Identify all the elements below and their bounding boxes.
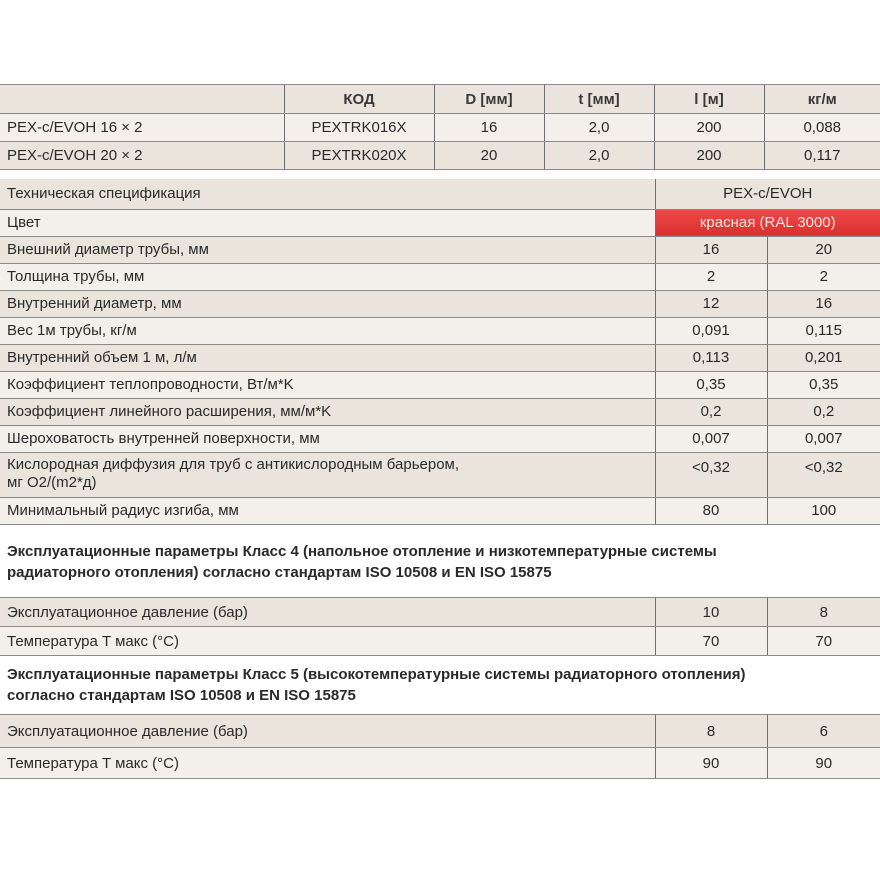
table-row <box>0 715 880 748</box>
spec-label: Толщина трубы, мм <box>0 263 655 290</box>
spec-value: 16 <box>655 236 767 263</box>
param-label: Эксплуатационное давление (бар) <box>0 598 655 627</box>
spec-label-multiline <box>0 452 655 497</box>
spec-title: Техническая спецификация <box>0 179 655 209</box>
header-cell <box>0 85 284 114</box>
table-row <box>0 344 880 371</box>
product-table <box>0 84 880 170</box>
param-value: 90 <box>655 748 767 779</box>
spec-value: 0,091 <box>655 317 767 344</box>
spec-value: 0,113 <box>655 344 767 371</box>
product-weight: 0,117 <box>764 142 880 170</box>
spec-value: 0,201 <box>767 344 880 371</box>
param-label: Температура T макс (°C) <box>0 748 655 779</box>
spec-label: Коэффициент теплопроводности, Вт/м*K <box>0 371 655 398</box>
color-badge: красная (RAL 3000) <box>655 209 880 236</box>
spec-value: 0,007 <box>655 425 767 452</box>
spec-label-line: Кислородная диффузия для труб с антикислородным барьером, <box>7 456 460 473</box>
param-label: Эксплуатационное давление (бар) <box>0 715 655 748</box>
table-row <box>0 748 880 779</box>
spec-label: Коэффициент линейного расширения, мм/м*K <box>0 398 655 425</box>
table-row <box>0 209 880 236</box>
spec-value: 2 <box>767 263 880 290</box>
heading-line: Эксплуатационные параметры Класс 5 (высокотемпературные системы радиаторного отопления) <box>7 666 746 683</box>
param-value: 70 <box>767 627 880 656</box>
table-row <box>0 263 880 290</box>
product-name: PEX-c/EVOH 16 × 2 <box>0 114 284 142</box>
product-code: PEXTRK020X <box>284 142 434 170</box>
product-weight: 0,088 <box>764 114 880 142</box>
param-value: 8 <box>655 715 767 748</box>
spec-label: Минимальный радиус изгиба, мм <box>0 497 655 524</box>
param-value: 90 <box>767 748 880 779</box>
spec-value: <0,32 <box>655 452 767 497</box>
spec-value: 16 <box>767 290 880 317</box>
table-row <box>0 142 880 170</box>
spec-value: 2 <box>655 263 767 290</box>
heading-line: согласно стандартам ISO 10508 и EN ISO 15875 <box>7 687 356 704</box>
param-label: Температура T макс (°C) <box>0 627 655 656</box>
product-diameter: 16 <box>434 114 544 142</box>
table-row <box>0 114 880 142</box>
spec-table <box>0 179 880 525</box>
table-row <box>0 598 880 627</box>
class4-heading <box>7 541 877 583</box>
header-cell: D [мм] <box>434 85 544 114</box>
header-cell: t [мм] <box>544 85 654 114</box>
spec-value: 20 <box>767 236 880 263</box>
spec-value: 80 <box>655 497 767 524</box>
table-row <box>0 425 880 452</box>
table-row <box>0 497 880 524</box>
class5-table <box>0 714 880 779</box>
product-length: 200 <box>654 114 764 142</box>
class4-table <box>0 597 880 656</box>
spec-label: Цвет <box>0 209 655 236</box>
table-row <box>0 627 880 656</box>
spec-value: 0,007 <box>767 425 880 452</box>
spec-value: <0,32 <box>767 452 880 497</box>
header-cell: КОД <box>284 85 434 114</box>
table-row <box>0 398 880 425</box>
spec-value: 100 <box>767 497 880 524</box>
spec-value: 0,2 <box>767 398 880 425</box>
spec-value: 0,35 <box>655 371 767 398</box>
table-row <box>0 317 880 344</box>
header-cell: l [м] <box>654 85 764 114</box>
param-value: 8 <box>767 598 880 627</box>
heading-line: Эксплуатационные параметры Класс 4 (напольное отопление и низкотемпературные системы <box>7 543 717 560</box>
table-row <box>0 290 880 317</box>
spec-label-line: мг O2/(m2*д) <box>7 474 97 491</box>
spec-value: 12 <box>655 290 767 317</box>
product-name: PEX-c/EVOH 20 × 2 <box>0 142 284 170</box>
product-thickness: 2,0 <box>544 142 654 170</box>
product-code: PEXTRK016X <box>284 114 434 142</box>
spec-label: Внешний диаметр трубы, мм <box>0 236 655 263</box>
table-row <box>0 452 880 497</box>
spec-value: 0,115 <box>767 317 880 344</box>
spec-header-row <box>0 179 880 209</box>
table-row <box>0 236 880 263</box>
product-diameter: 20 <box>434 142 544 170</box>
param-value: 10 <box>655 598 767 627</box>
header-cell: кг/м <box>764 85 880 114</box>
table-row <box>0 371 880 398</box>
class5-heading <box>7 664 877 706</box>
product-length: 200 <box>654 142 764 170</box>
spec-value: 0,35 <box>767 371 880 398</box>
param-value: 70 <box>655 627 767 656</box>
product-table-header <box>0 85 880 114</box>
param-value: 6 <box>767 715 880 748</box>
heading-line: радиаторного отопления) согласно стандартам ISO 10508 и EN ISO 15875 <box>7 564 552 581</box>
product-thickness: 2,0 <box>544 114 654 142</box>
spec-label: Шероховатость внутренней поверхности, мм <box>0 425 655 452</box>
spec-label: Внутренний диаметр, мм <box>0 290 655 317</box>
spec-material: PEX-c/EVOH <box>655 179 880 209</box>
spec-label: Вес 1м трубы, кг/м <box>0 317 655 344</box>
spec-value: 0,2 <box>655 398 767 425</box>
spec-label: Внутренний объем 1 м, л/м <box>0 344 655 371</box>
